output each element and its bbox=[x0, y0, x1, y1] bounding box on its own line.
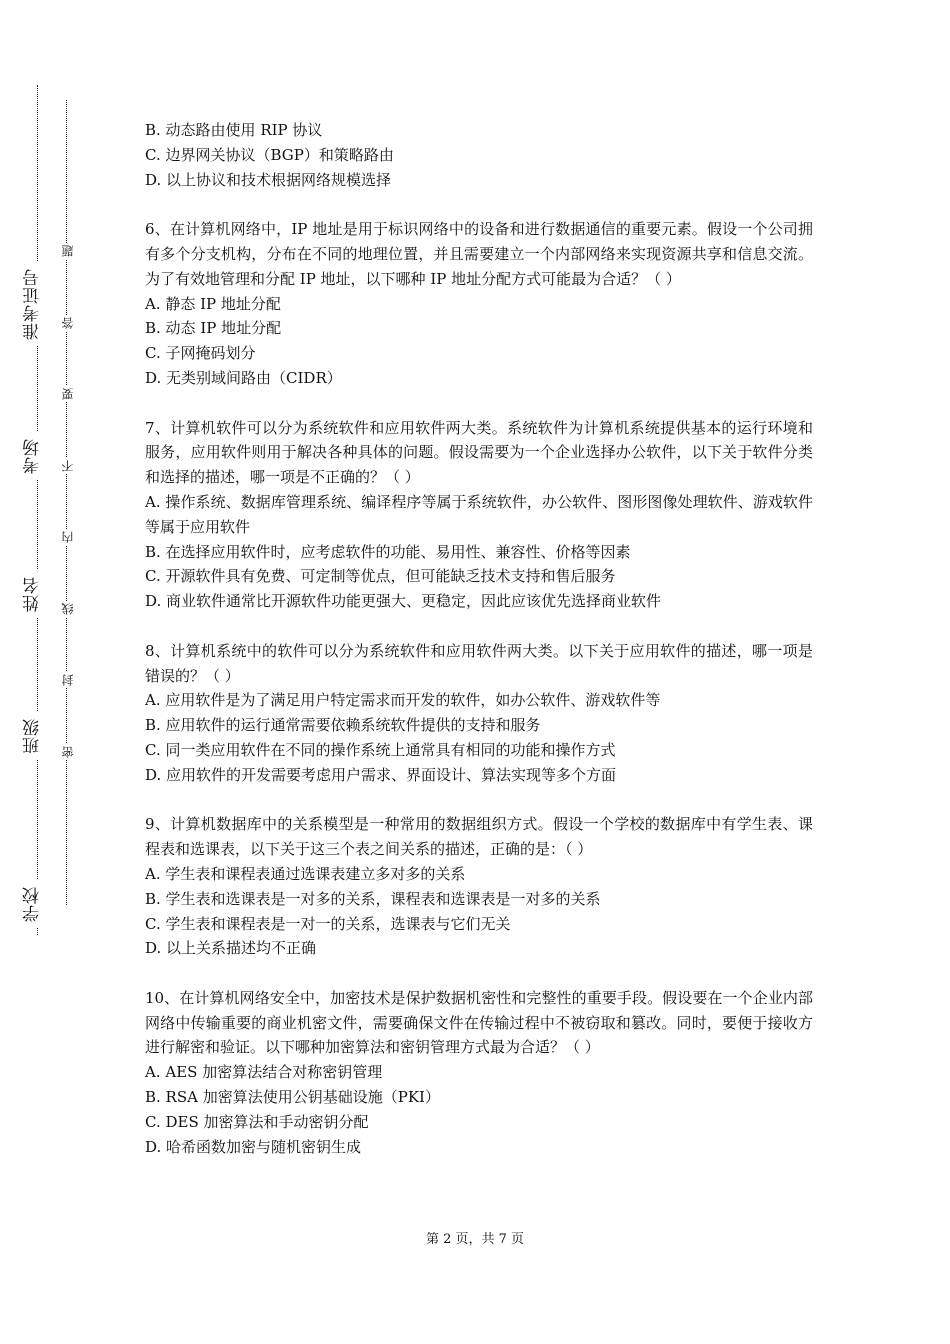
option-c: C. 子网掩码划分 bbox=[145, 344, 256, 363]
question-stem: 7、计算机软件可以分为系统软件和应用软件两大类。系统软件为计算机系统提供基本的运行环境和服务，应用软件则用于解决各种具体的问题。假设需要为一个企业选择办公软件，以下关于软件分类和选择的描述，哪一项是不正确的？（ ） bbox=[145, 418, 813, 487]
option-b: B. RSA 加密算法使用公钥基础设施（PKI） bbox=[145, 1088, 440, 1107]
binding-field-name: 姓名 bbox=[20, 570, 45, 618]
question-7 bbox=[145, 416, 813, 614]
question-stem: 6、在计算机网络中，IP 地址是用于标识网络中的设备和进行数据通信的重要元素。假设一个公司拥有多个分支机构，分布在不同的地理位置，并且需要建立一个内部网络来实现资源共享和信息交流。为了有效地管理和分配 IP 地址，以下哪种 IP 地址分配方式可能最为合适？（ ） bbox=[145, 220, 813, 288]
seal-char: 线 bbox=[61, 603, 75, 615]
option-c: C. 开源软件具有免费、可定制等优点，但可能缺乏技术支持和售后服务 bbox=[145, 567, 616, 586]
seal-char: 不 bbox=[61, 460, 75, 472]
option-d: D. 以上关系描述均不正确 bbox=[145, 939, 317, 958]
option-c: C. 同一类应用软件在不同的操作系统上通常具有相同的功能和操作方式 bbox=[145, 740, 616, 759]
previous-question-options bbox=[145, 118, 813, 192]
binding-line bbox=[37, 85, 38, 935]
option-b: B. 动态 IP 地址分配 bbox=[145, 319, 282, 338]
option: C. 边界网关协议（BGP）和策略路由 bbox=[145, 145, 394, 164]
option-d: D. 商业软件通常比开源软件功能更强大、更稳定，因此应该优先选择商业软件 bbox=[145, 592, 662, 611]
seal-line bbox=[66, 100, 67, 905]
option: D. 以上协议和技术根据网络规模选择 bbox=[145, 170, 392, 189]
option-a: A. 学生表和课程表通过选课表建立多对多的关系 bbox=[145, 864, 466, 883]
option-d: D. 应用软件的开发需要考虑用户需求、界面设计、算法实现等多个方面 bbox=[145, 765, 617, 784]
binding-field-exam-number: 准考证号 bbox=[20, 262, 45, 346]
binding-field-school: 学校 bbox=[20, 880, 45, 928]
exam-content bbox=[145, 118, 813, 1159]
option-d: D. 无类别域间路由（CIDR） bbox=[145, 368, 342, 387]
question-8 bbox=[145, 639, 813, 788]
option: B. 动态路由使用 RIP 协议 bbox=[145, 121, 323, 139]
question-10 bbox=[145, 986, 813, 1160]
option-a: A. AES 加密算法结合对称密钥管理 bbox=[145, 1063, 383, 1082]
seal-char: 内 bbox=[61, 531, 75, 543]
option-a: A. 静态 IP 地址分配 bbox=[145, 294, 281, 313]
question-6 bbox=[145, 217, 813, 391]
option-b: B. 应用软件的运行通常需要依赖系统软件提供的支持和服务 bbox=[145, 716, 541, 735]
option-c: C. 学生表和课程表是一对一的关系，选课表与它们无关 bbox=[145, 914, 511, 933]
option-c: C. DES 加密算法和手动密钥分配 bbox=[145, 1112, 369, 1131]
option-d: D. 哈希函数加密与随机密钥生成 bbox=[145, 1137, 362, 1156]
option-b: B. 学生表和选课表是一对多的关系，课程表和选课表是一对多的关系 bbox=[145, 889, 601, 908]
option-a: A. 应用软件是为了满足用户特定需求而开发的软件，如办公软件、游戏软件等 bbox=[145, 691, 661, 710]
option-a: A. 操作系统、数据库管理系统、编译程序等属于系统软件，办公软件、图形图像处理软件、游戏软件等属于应用软件 bbox=[145, 492, 813, 536]
option-b: B. 在选择应用软件时，应考虑软件的功能、易用性、兼容性、价格等因素 bbox=[145, 542, 631, 561]
question-stem: 10、在计算机网络安全中，加密技术是保护数据机密性和完整性的重要手段。假设要在一个企业内部网络中传输重要的商业机密文件，需要确保文件在传输过程中不被窃取和篡改。同时，要便于接收方进行解密和验证。以下哪种加密算法和密钥管理方式最为合适？（ ） bbox=[145, 988, 813, 1057]
seal-char: 要 bbox=[61, 388, 75, 400]
seal-char: 题 bbox=[61, 245, 75, 257]
seal-char: 答 bbox=[61, 317, 75, 329]
question-stem: 8、计算机系统中的软件可以分为系统软件和应用软件两大类。以下关于应用软件的描述，哪一项是错误的？（ ） bbox=[145, 641, 813, 685]
question-stem: 9、计算机数据库中的关系模型是一种常用的数据组织方式。假设一个学校的数据库中有学生表、课程表和选课表，以下关于这三个表之间关系的描述，正确的是：（ ） bbox=[145, 815, 813, 859]
seal-char: 封 bbox=[61, 674, 75, 686]
page-footer: 第 2 页，共 7 页 bbox=[425, 1232, 525, 1247]
seal-char: 密 bbox=[61, 746, 75, 758]
question-9 bbox=[145, 812, 813, 961]
binding-field-exam-room: 考场 bbox=[20, 432, 45, 480]
binding-field-class: 班级 bbox=[20, 712, 45, 760]
